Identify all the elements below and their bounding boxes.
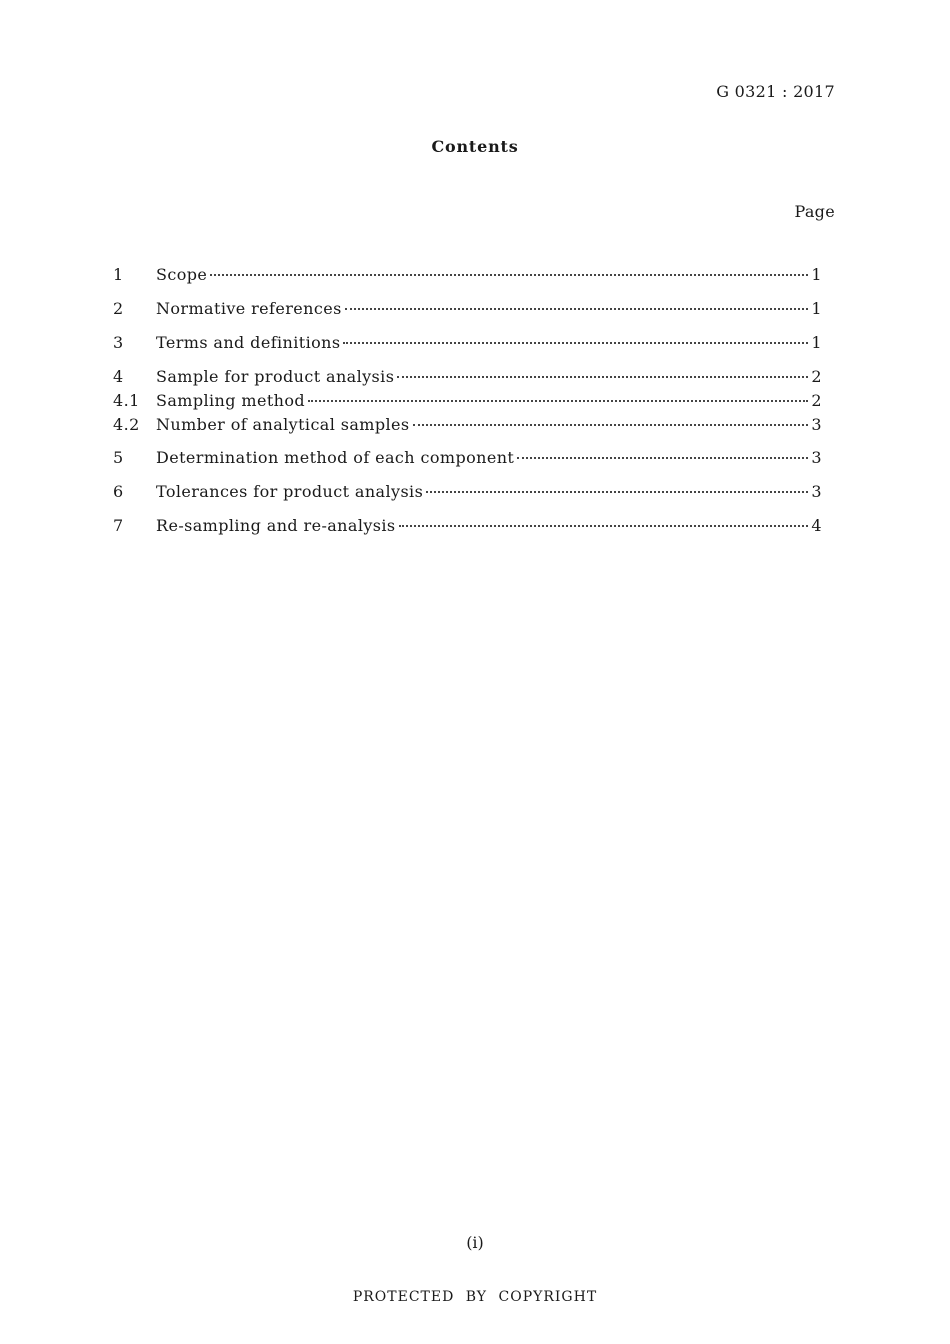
toc-dot-leader — [345, 308, 809, 310]
toc-entry-page: 4 — [811, 516, 822, 535]
toc-entry-4-2[interactable] — [113, 415, 822, 437]
document-code: G 0321 : 2017 — [716, 82, 835, 101]
toc-entry-title: Normative references — [156, 299, 342, 318]
toc-entry-number: 5 — [113, 448, 124, 467]
toc-entry-page: 3 — [811, 415, 822, 434]
toc-entry-number: 6 — [113, 482, 124, 501]
toc-entry-page: 2 — [811, 391, 822, 410]
toc-dot-leader — [517, 457, 808, 459]
toc-dot-leader — [343, 342, 808, 344]
contents-title: Contents — [431, 137, 519, 156]
toc-entry-number: 2 — [113, 299, 124, 318]
toc-entry-number: 3 — [113, 333, 124, 352]
toc-entry-page: 1 — [811, 299, 822, 318]
toc-entry-page: 1 — [811, 265, 822, 284]
toc-entry-5[interactable] — [113, 448, 822, 470]
toc-entry-number: 7 — [113, 516, 124, 535]
toc-entry-3[interactable] — [113, 333, 822, 355]
toc-entry-page: 1 — [811, 333, 822, 352]
page-number: (i) — [466, 1233, 484, 1252]
toc-dot-leader — [210, 274, 808, 276]
toc-entry-7[interactable] — [113, 516, 822, 538]
toc-dot-leader — [397, 376, 808, 378]
toc-entry-title: Tolerances for product analysis — [156, 482, 424, 501]
toc-entry-title: Sample for product analysis — [156, 367, 395, 386]
copyright-notice: PROTECTED BY COPYRIGHT — [352, 1289, 598, 1305]
page-column-label: Page — [794, 202, 835, 221]
toc-entry-title: Re-sampling and re-analysis — [156, 516, 396, 535]
toc-entry-number: 1 — [113, 265, 124, 284]
toc-entry-title: Sampling method — [156, 391, 306, 410]
toc-dot-leader — [413, 424, 809, 426]
toc-dot-leader — [308, 400, 808, 402]
toc-entry-title: Number of analytical samples — [156, 415, 410, 434]
toc-entry-number: 4.2 — [113, 415, 140, 434]
toc-entry-1[interactable] — [113, 265, 822, 287]
toc-dot-leader — [426, 491, 808, 493]
toc-dot-leader — [399, 525, 809, 527]
toc-entry-2[interactable] — [113, 299, 822, 321]
toc-entry-number: 4 — [113, 367, 124, 386]
toc-entry-title: Scope — [156, 265, 208, 284]
toc-entry-page: 3 — [811, 482, 822, 501]
toc-entry-6[interactable] — [113, 482, 822, 504]
toc-entry-page: 3 — [811, 448, 822, 467]
toc-entry-number: 4.1 — [113, 391, 140, 410]
toc-entry-4-1[interactable] — [113, 391, 822, 413]
toc-entry-4[interactable] — [113, 367, 822, 389]
toc-entry-title: Terms and definitions — [156, 333, 341, 352]
toc-entry-page: 2 — [811, 367, 822, 386]
toc-entry-title: Determination method of each component — [156, 448, 515, 467]
